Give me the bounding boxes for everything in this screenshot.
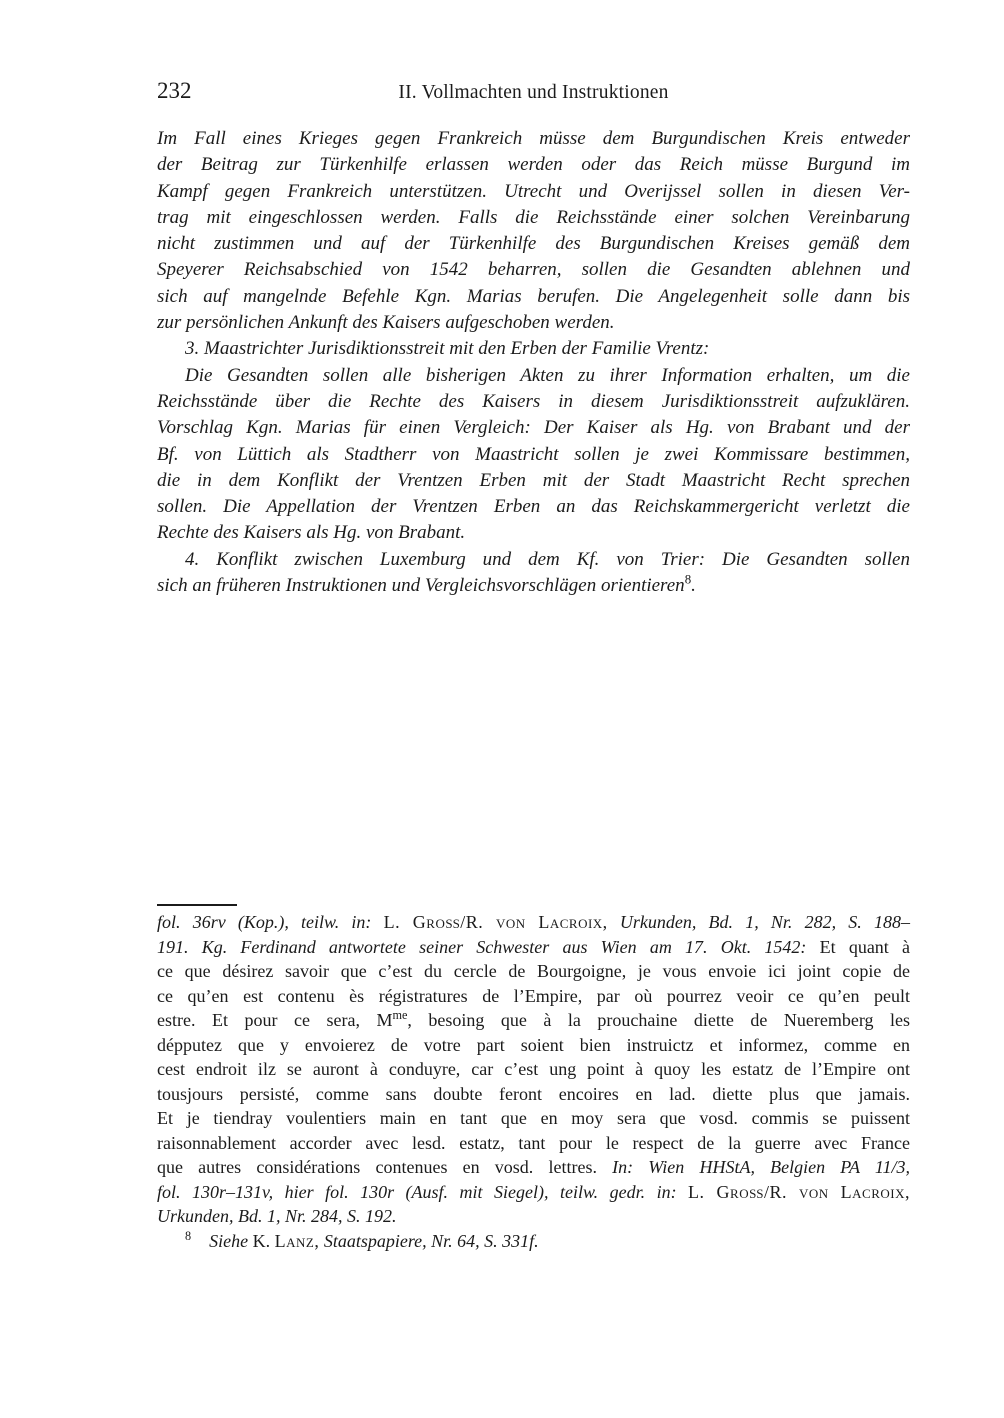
text-segment: 191. Kg. Ferdinand antwortete seiner Schwester aus Wien am 17. Okt. 1542: xyxy=(157,936,820,957)
text-segment: Kampf gegen Frankreich unterstützen. Utrecht und Overijssel sollen in diesen Ver- xyxy=(157,180,910,202)
text-segment: K. xyxy=(252,1230,275,1251)
text-line xyxy=(157,442,910,468)
text-segment: Im Fall eines Krieges gegen Frankreich müsse dem Burgundischen Kreis entweder xyxy=(157,128,910,149)
text-segment: Die Gesandten sollen alle bisherigen Akten zu ihrer Information erhalten, um die xyxy=(185,364,910,386)
text-line xyxy=(157,389,910,415)
text-segment: Siehe xyxy=(209,1230,253,1251)
text-line xyxy=(157,1008,910,1033)
text-segment: der Beitrag zur Türkenhilfe erlassen werden oder das Reich müsse Burgund im xyxy=(157,154,910,176)
text-segment: . xyxy=(691,575,696,597)
text-line xyxy=(157,363,910,389)
text-segment: ce qu’en est contenu ès régistratures de l’Empire, par où pourrez veoir ce qu’en peult xyxy=(157,985,910,1006)
text-segment: sollen. Die Appellation der Vrentzen Erben an das Reichskammergericht verletzt die xyxy=(157,496,910,518)
text-segment: que autres considérations contenues en vosd. lettres. xyxy=(157,1157,613,1177)
running-header: II. Vollmachten und Instruktionen xyxy=(398,82,669,103)
text-line xyxy=(157,179,910,205)
text-line xyxy=(157,1082,910,1107)
text-line xyxy=(157,284,910,310)
text-segment: sich an früheren Instruktionen und Vergleichsvorschlägen orientieren xyxy=(157,575,685,597)
text-segment: trag mit eingeschlossen werden. Falls die Reichsstände einer solchen Vereinbarung xyxy=(157,206,910,228)
text-line xyxy=(157,231,910,257)
text-line xyxy=(157,1033,910,1058)
text-segment: Staatspapiere, Nr. 64, S. 331f. xyxy=(319,1230,539,1251)
text-line xyxy=(157,520,910,546)
text-line xyxy=(157,494,910,520)
text-line xyxy=(157,1180,910,1205)
footnote-divider xyxy=(157,904,237,906)
text-segment: Reichsstände über die Rechte des Kaisers in diesem Jurisdiktionsstreit aufzuklären. xyxy=(157,390,910,412)
text-segment: 8 xyxy=(185,1228,192,1243)
text-segment: Vorschlag Kgn. Marias für einen Vergleich: Der Kaiser als Hg. von Brabant und der xyxy=(157,417,910,439)
text-segment: Urkunden, Bd. 1, Nr. 282, S. 188– xyxy=(607,912,911,932)
text-line xyxy=(157,1229,910,1254)
text-segment: Et quant à xyxy=(819,936,910,957)
text-line xyxy=(157,547,910,573)
text-line xyxy=(157,959,910,984)
text-segment: tousjours persisté, comme sans doubte feront encoires en lad. diette plus que jamais. xyxy=(157,1083,910,1104)
text-line xyxy=(157,336,910,362)
text-line xyxy=(157,310,910,336)
text-segment: L. Groß/R. von Lacroix, xyxy=(383,912,608,932)
text-segment: raisonnablement accorder avec lesd. estatz, tant pour le respect de la guerre avec France xyxy=(157,1132,910,1153)
text-line xyxy=(157,415,910,441)
text-segment: Bf. von Lüttich als Stadtherr von Maastricht sollen je zwei Kommissare bestimmen, xyxy=(157,443,910,465)
text-line xyxy=(157,205,910,231)
text-segment: 4. Konflikt zwischen Luxemburg und dem Kf. von Trier: Die Gesandten sollen xyxy=(185,548,910,570)
text-segment: L. Groß/R. von Lacroix, xyxy=(688,1181,910,1202)
text-line xyxy=(157,935,910,960)
text-segment: , besoing que à la prouchaine diette de Nueremberg les xyxy=(407,1010,910,1030)
text-segment: Rechte des Kaisers als Hg. von Brabant. xyxy=(157,522,466,544)
text-segment: zur persönlichen Ankunft des Kaisers aufgeschoben werden. xyxy=(157,312,615,334)
text-segment: 3. Maastrichter Jurisdiktionsstreit mit den Erben der Familie Vrentz: xyxy=(185,338,710,360)
text-segment: Lanz, xyxy=(274,1230,320,1251)
text-line xyxy=(157,984,910,1009)
main-text-block xyxy=(157,126,910,599)
text-line xyxy=(157,1204,910,1229)
text-segment: sich auf mangelnde Befehle Kgn. Marias berufen. Die Angelegenheit solle dann bis xyxy=(157,285,910,307)
text-line xyxy=(157,1057,910,1082)
text-line xyxy=(157,1131,910,1156)
text-segment: fol. 130r–131v, hier fol. 130r (Ausf. mit Siegel), teilw. gedr. in: xyxy=(157,1181,689,1202)
text-line xyxy=(157,573,910,599)
text-segment: Urkunden, Bd. 1, Nr. 284, S. 192. xyxy=(157,1206,397,1226)
text-segment: Et je tiendray voulentiers main en tant que en moy sera que vosd. commis se puissent xyxy=(157,1108,910,1128)
footnote-block xyxy=(157,910,910,1253)
text-segment: 8 xyxy=(684,571,692,587)
text-segment: fol. 36rv (Kop.), teilw. in: xyxy=(157,912,384,932)
page-number: 232 xyxy=(157,78,192,103)
text-line xyxy=(157,257,910,283)
text-segment: dépputez que y envoierez de votre part soient bien instruictz et informez, comme en xyxy=(157,1034,910,1055)
text-line xyxy=(157,468,910,494)
text-line xyxy=(157,1106,910,1131)
text-segment: In: Wien HHStA, Belgien PA 11/3, xyxy=(612,1157,910,1177)
text-segment: Speyerer Reichsabschied von 1542 beharren, sollen die Gesandten ablehnen und xyxy=(157,259,910,281)
text-segment: estre. Et pour ce sera, M xyxy=(157,1010,393,1030)
text-line xyxy=(157,126,910,152)
text-segment: ce que désirez savoir que c’est du cercle de Bourgoigne, je vous envoie ici joint copie de xyxy=(157,961,910,981)
text-segment xyxy=(191,1231,209,1251)
text-line xyxy=(157,910,910,935)
text-line xyxy=(157,152,910,178)
text-line xyxy=(157,1155,910,1180)
text-segment: nicht zustimmen und auf der Türkenhilfe des Burgundischen Kreises gemäß dem xyxy=(157,233,910,255)
text-segment: cest endroit ilz se auront à conduyre, car c’est ung point à quoy les estatz de l’Empire ont xyxy=(157,1059,910,1079)
text-segment: die in dem Konflikt der Vrentzen Erben mit der Stadt Maastricht Recht sprechen xyxy=(157,469,910,491)
text-segment: me xyxy=(392,1008,408,1022)
